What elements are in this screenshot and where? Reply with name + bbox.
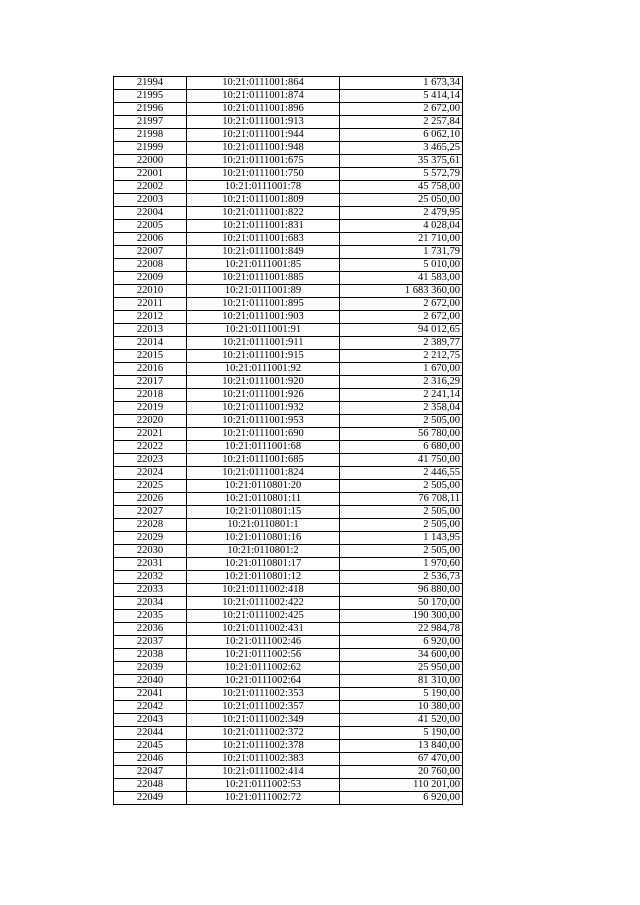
cadastral-number-cell: 10:21:0111001:831 xyxy=(187,220,340,233)
value-cell: 96 880,00 xyxy=(340,584,463,597)
cadastral-number-cell: 10:21:0111001:683 xyxy=(187,233,340,246)
table-row xyxy=(114,298,463,311)
cadastral-number-cell: 10:21:0111001:903 xyxy=(187,311,340,324)
row-number-cell: 22045 xyxy=(114,740,187,753)
cadastral-number-cell: 10:21:0110801:12 xyxy=(187,571,340,584)
table-row xyxy=(114,714,463,727)
row-number-cell: 22006 xyxy=(114,233,187,246)
cadastral-number-cell: 10:21:0111001:885 xyxy=(187,272,340,285)
table-row xyxy=(114,740,463,753)
cadastral-number-cell: 10:21:0111002:431 xyxy=(187,623,340,636)
cadastral-number-cell: 10:21:0111002:422 xyxy=(187,597,340,610)
value-cell: 2 446,55 xyxy=(340,467,463,480)
table-body xyxy=(114,77,463,805)
row-number-cell: 22037 xyxy=(114,636,187,649)
table-row xyxy=(114,337,463,350)
table-row xyxy=(114,402,463,415)
value-cell: 76 708,11 xyxy=(340,493,463,506)
value-cell: 2 505,00 xyxy=(340,545,463,558)
table-row xyxy=(114,389,463,402)
table-row xyxy=(114,623,463,636)
cadastral-number-cell: 10:21:0111001:932 xyxy=(187,402,340,415)
row-number-cell: 22026 xyxy=(114,493,187,506)
row-number-cell: 22034 xyxy=(114,597,187,610)
row-number-cell: 21995 xyxy=(114,90,187,103)
table-row xyxy=(114,376,463,389)
table-row xyxy=(114,194,463,207)
cadastral-number-cell: 10:21:0111002:357 xyxy=(187,701,340,714)
row-number-cell: 22023 xyxy=(114,454,187,467)
cadastral-number-cell: 10:21:0111001:690 xyxy=(187,428,340,441)
value-cell: 2 672,00 xyxy=(340,298,463,311)
value-cell: 2 212,75 xyxy=(340,350,463,363)
value-cell: 2 358,04 xyxy=(340,402,463,415)
row-number-cell: 22027 xyxy=(114,506,187,519)
table-row xyxy=(114,454,463,467)
value-cell: 2 505,00 xyxy=(340,415,463,428)
cadastral-number-cell: 10:21:0111001:926 xyxy=(187,389,340,402)
cadastral-number-cell: 10:21:0111001:85 xyxy=(187,259,340,272)
value-cell: 94 012,65 xyxy=(340,324,463,337)
table-row xyxy=(114,181,463,194)
table-row xyxy=(114,636,463,649)
table-row xyxy=(114,142,463,155)
cadastral-number-cell: 10:21:0111001:92 xyxy=(187,363,340,376)
cadastral-number-cell: 10:21:0111002:418 xyxy=(187,584,340,597)
table-row xyxy=(114,727,463,740)
cadastral-number-cell: 10:21:0111002:378 xyxy=(187,740,340,753)
cadastral-number-cell: 10:21:0111001:911 xyxy=(187,337,340,350)
value-cell: 56 780,00 xyxy=(340,428,463,441)
table-row xyxy=(114,506,463,519)
cadastral-number-cell: 10:21:0111002:72 xyxy=(187,792,340,805)
value-cell: 1 970,60 xyxy=(340,558,463,571)
row-number-cell: 22009 xyxy=(114,272,187,285)
cadastral-number-cell: 10:21:0111001:920 xyxy=(187,376,340,389)
cadastral-number-cell: 10:21:0111002:372 xyxy=(187,727,340,740)
value-cell: 45 758,00 xyxy=(340,181,463,194)
table-row xyxy=(114,584,463,597)
row-number-cell: 22010 xyxy=(114,285,187,298)
table-row xyxy=(114,155,463,168)
row-number-cell: 22039 xyxy=(114,662,187,675)
cadastral-number-cell: 10:21:0110801:1 xyxy=(187,519,340,532)
cadastral-number-cell: 10:21:0111002:46 xyxy=(187,636,340,649)
row-number-cell: 22002 xyxy=(114,181,187,194)
table-row xyxy=(114,272,463,285)
table-row xyxy=(114,285,463,298)
table-row xyxy=(114,467,463,480)
cadastral-number-cell: 10:21:0111001:944 xyxy=(187,129,340,142)
row-number-cell: 22014 xyxy=(114,337,187,350)
cadastral-number-cell: 10:21:0111001:849 xyxy=(187,246,340,259)
row-number-cell: 22011 xyxy=(114,298,187,311)
table-row xyxy=(114,545,463,558)
table-row xyxy=(114,246,463,259)
row-number-cell: 22016 xyxy=(114,363,187,376)
cadastral-number-cell: 10:21:0110801:15 xyxy=(187,506,340,519)
cadastral-number-cell: 10:21:0111001:78 xyxy=(187,181,340,194)
value-cell: 6 920,00 xyxy=(340,792,463,805)
table-row xyxy=(114,610,463,623)
value-cell: 3 465,25 xyxy=(340,142,463,155)
row-number-cell: 22013 xyxy=(114,324,187,337)
row-number-cell: 21997 xyxy=(114,116,187,129)
value-cell: 22 984,78 xyxy=(340,623,463,636)
cadastral-number-cell: 10:21:0111001:864 xyxy=(187,77,340,90)
cadastral-number-cell: 10:21:0111002:425 xyxy=(187,610,340,623)
value-cell: 2 505,00 xyxy=(340,480,463,493)
row-number-cell: 22001 xyxy=(114,168,187,181)
row-number-cell: 22007 xyxy=(114,246,187,259)
row-number-cell: 22020 xyxy=(114,415,187,428)
value-cell: 20 760,00 xyxy=(340,766,463,779)
table-row xyxy=(114,675,463,688)
row-number-cell: 22042 xyxy=(114,701,187,714)
cadastral-number-cell: 10:21:0111001:822 xyxy=(187,207,340,220)
cadastral-number-cell: 10:21:0111002:62 xyxy=(187,662,340,675)
value-cell: 2 316,29 xyxy=(340,376,463,389)
table-row xyxy=(114,753,463,766)
cadastral-number-cell: 10:21:0111002:383 xyxy=(187,753,340,766)
row-number-cell: 22030 xyxy=(114,545,187,558)
table-row xyxy=(114,103,463,116)
value-cell: 10 380,00 xyxy=(340,701,463,714)
value-cell: 13 840,00 xyxy=(340,740,463,753)
cadastral-number-cell: 10:21:0111001:809 xyxy=(187,194,340,207)
value-cell: 67 470,00 xyxy=(340,753,463,766)
table-row xyxy=(114,662,463,675)
table-row xyxy=(114,259,463,272)
value-cell: 34 600,00 xyxy=(340,649,463,662)
value-cell: 2 505,00 xyxy=(340,519,463,532)
cadastral-value-table xyxy=(113,76,463,805)
value-cell: 1 670,00 xyxy=(340,363,463,376)
table-row xyxy=(114,311,463,324)
row-number-cell: 22035 xyxy=(114,610,187,623)
row-number-cell: 22017 xyxy=(114,376,187,389)
row-number-cell: 22008 xyxy=(114,259,187,272)
table-row xyxy=(114,493,463,506)
cadastral-number-cell: 10:21:0111001:874 xyxy=(187,90,340,103)
cadastral-number-cell: 10:21:0110801:2 xyxy=(187,545,340,558)
row-number-cell: 22040 xyxy=(114,675,187,688)
value-cell: 6 062,10 xyxy=(340,129,463,142)
row-number-cell: 22036 xyxy=(114,623,187,636)
row-number-cell: 22004 xyxy=(114,207,187,220)
value-cell: 1 731,79 xyxy=(340,246,463,259)
table-row xyxy=(114,324,463,337)
table-row xyxy=(114,90,463,103)
row-number-cell: 22015 xyxy=(114,350,187,363)
row-number-cell: 22044 xyxy=(114,727,187,740)
table-row xyxy=(114,766,463,779)
value-cell: 35 375,61 xyxy=(340,155,463,168)
row-number-cell: 22022 xyxy=(114,441,187,454)
cadastral-number-cell: 10:21:0111001:953 xyxy=(187,415,340,428)
cadastral-number-cell: 10:21:0111002:64 xyxy=(187,675,340,688)
row-number-cell: 22012 xyxy=(114,311,187,324)
table-row xyxy=(114,519,463,532)
table-row xyxy=(114,168,463,181)
row-number-cell: 21996 xyxy=(114,103,187,116)
cadastral-number-cell: 10:21:0110801:17 xyxy=(187,558,340,571)
table-row xyxy=(114,558,463,571)
row-number-cell: 22025 xyxy=(114,480,187,493)
cadastral-number-cell: 10:21:0111002:349 xyxy=(187,714,340,727)
value-cell: 41 750,00 xyxy=(340,454,463,467)
row-number-cell: 22018 xyxy=(114,389,187,402)
value-cell: 4 028,04 xyxy=(340,220,463,233)
row-number-cell: 22041 xyxy=(114,688,187,701)
value-cell: 21 710,00 xyxy=(340,233,463,246)
table-row xyxy=(114,701,463,714)
cadastral-number-cell: 10:21:0111001:675 xyxy=(187,155,340,168)
value-cell: 5 010,00 xyxy=(340,259,463,272)
table-row xyxy=(114,480,463,493)
cadastral-number-cell: 10:21:0111001:91 xyxy=(187,324,340,337)
row-number-cell: 22031 xyxy=(114,558,187,571)
row-number-cell: 22048 xyxy=(114,779,187,792)
table-row xyxy=(114,363,463,376)
value-cell: 25 050,00 xyxy=(340,194,463,207)
value-cell: 81 310,00 xyxy=(340,675,463,688)
value-cell: 1 673,34 xyxy=(340,77,463,90)
cadastral-number-cell: 10:21:0111002:353 xyxy=(187,688,340,701)
value-cell: 2 479,95 xyxy=(340,207,463,220)
row-number-cell: 22029 xyxy=(114,532,187,545)
table-row xyxy=(114,77,463,90)
table-row xyxy=(114,532,463,545)
cadastral-number-cell: 10:21:0111001:895 xyxy=(187,298,340,311)
row-number-cell: 22003 xyxy=(114,194,187,207)
table-row xyxy=(114,207,463,220)
value-cell: 1 143,95 xyxy=(340,532,463,545)
table-row xyxy=(114,441,463,454)
row-number-cell: 22024 xyxy=(114,467,187,480)
cadastral-number-cell: 10:21:0111001:89 xyxy=(187,285,340,298)
row-number-cell: 22032 xyxy=(114,571,187,584)
value-cell: 50 170,00 xyxy=(340,597,463,610)
row-number-cell: 22049 xyxy=(114,792,187,805)
value-cell: 5 572,79 xyxy=(340,168,463,181)
table-row xyxy=(114,350,463,363)
value-cell: 2 389,77 xyxy=(340,337,463,350)
value-cell: 2 505,00 xyxy=(340,506,463,519)
value-cell: 1 683 360,00 xyxy=(340,285,463,298)
table-row xyxy=(114,129,463,142)
value-cell: 5 190,00 xyxy=(340,688,463,701)
table-row xyxy=(114,220,463,233)
value-cell: 110 201,00 xyxy=(340,779,463,792)
value-cell: 41 520,00 xyxy=(340,714,463,727)
value-cell: 6 920,00 xyxy=(340,636,463,649)
value-cell: 41 583,00 xyxy=(340,272,463,285)
row-number-cell: 22038 xyxy=(114,649,187,662)
value-cell: 25 950,00 xyxy=(340,662,463,675)
value-cell: 5 414,14 xyxy=(340,90,463,103)
row-number-cell: 22005 xyxy=(114,220,187,233)
row-number-cell: 22021 xyxy=(114,428,187,441)
value-cell: 5 190,00 xyxy=(340,727,463,740)
cadastral-number-cell: 10:21:0110801:20 xyxy=(187,480,340,493)
table-row xyxy=(114,428,463,441)
row-number-cell: 22019 xyxy=(114,402,187,415)
table-row xyxy=(114,597,463,610)
row-number-cell: 21998 xyxy=(114,129,187,142)
cadastral-number-cell: 10:21:0111001:824 xyxy=(187,467,340,480)
table-row xyxy=(114,571,463,584)
value-cell: 2 672,00 xyxy=(340,103,463,116)
row-number-cell: 22000 xyxy=(114,155,187,168)
cadastral-number-cell: 10:21:0110801:11 xyxy=(187,493,340,506)
value-cell: 2 536,73 xyxy=(340,571,463,584)
cadastral-number-cell: 10:21:0110801:16 xyxy=(187,532,340,545)
cadastral-number-cell: 10:21:0111001:948 xyxy=(187,142,340,155)
table-row xyxy=(114,415,463,428)
table-row xyxy=(114,233,463,246)
cadastral-number-cell: 10:21:0111001:896 xyxy=(187,103,340,116)
cadastral-number-cell: 10:21:0111002:53 xyxy=(187,779,340,792)
row-number-cell: 22043 xyxy=(114,714,187,727)
table-row xyxy=(114,116,463,129)
table-row xyxy=(114,688,463,701)
value-cell: 2 241,14 xyxy=(340,389,463,402)
cadastral-number-cell: 10:21:0111002:414 xyxy=(187,766,340,779)
row-number-cell: 22028 xyxy=(114,519,187,532)
value-cell: 2 672,00 xyxy=(340,311,463,324)
table-row xyxy=(114,649,463,662)
row-number-cell: 21999 xyxy=(114,142,187,155)
row-number-cell: 21994 xyxy=(114,77,187,90)
cadastral-number-cell: 10:21:0111002:56 xyxy=(187,649,340,662)
cadastral-number-cell: 10:21:0111001:68 xyxy=(187,441,340,454)
row-number-cell: 22033 xyxy=(114,584,187,597)
table-row xyxy=(114,779,463,792)
row-number-cell: 22046 xyxy=(114,753,187,766)
row-number-cell: 22047 xyxy=(114,766,187,779)
table-row xyxy=(114,792,463,805)
cadastral-number-cell: 10:21:0111001:915 xyxy=(187,350,340,363)
value-cell: 2 257,84 xyxy=(340,116,463,129)
cadastral-number-cell: 10:21:0111001:913 xyxy=(187,116,340,129)
cadastral-number-cell: 10:21:0111001:685 xyxy=(187,454,340,467)
cadastral-number-cell: 10:21:0111001:750 xyxy=(187,168,340,181)
value-cell: 190 300,00 xyxy=(340,610,463,623)
value-cell: 6 680,00 xyxy=(340,441,463,454)
